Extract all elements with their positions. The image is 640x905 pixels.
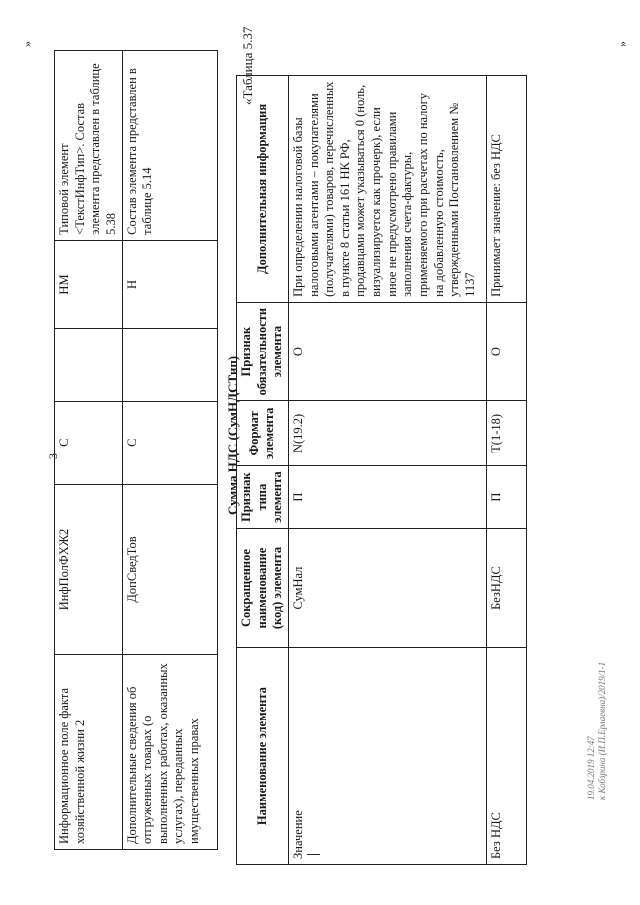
element-code-cell: БезНДС: [486, 528, 526, 647]
header-code: Сокращенное наименование (код) элемента: [237, 528, 289, 647]
element-name-cell: Без НДС: [486, 648, 526, 865]
header-type: Признак типа элемента: [237, 466, 289, 529]
header-required: Признак обязательности элемента: [237, 302, 289, 401]
table-header-row: [237, 76, 289, 865]
page-number: 3: [46, 453, 60, 459]
element-required-cell: НМ: [55, 240, 123, 328]
text-cursor-icon: [307, 854, 320, 855]
table-row: [288, 76, 486, 865]
closing-quote: »: [20, 41, 34, 47]
closing-quote: »: [615, 41, 629, 47]
sum-vat-table: [236, 75, 527, 865]
attributes-table-continued: [54, 50, 218, 850]
element-format-cell: T(1-18): [486, 401, 526, 466]
element-format-cell: N(19.2): [288, 401, 486, 466]
table-row: [55, 51, 123, 850]
element-type-cell: С: [55, 401, 123, 484]
element-code-cell: СумНал: [288, 528, 486, 647]
stamp-line: к Кобзрина (И.П.Ерлаевна)/2019/1-1: [597, 661, 608, 800]
stamp-line: 19.04.2019 12:47: [586, 736, 596, 800]
element-code-cell: ИнфПолФХЖ2: [55, 484, 123, 655]
element-name-cell: Дополнительные сведения об отгруженных товарах (о выполненных работах, оказанных услугах), переданных имущественных правах: [122, 655, 217, 850]
element-name-cell: Информационное поле факта хозяйственной жизни 2: [55, 655, 123, 850]
element-required-cell: О: [486, 302, 526, 401]
element-code-cell: ДопСведТов: [122, 484, 217, 655]
header-name: Наименование элемента: [237, 648, 289, 865]
element-format-cell: [122, 329, 217, 402]
element-info-cell: Типовой элемент <ТекстИнфТип>. Состав элемента представлен в таблице 5.38: [55, 51, 123, 241]
table-row: [486, 76, 526, 865]
element-required-cell: О: [288, 302, 486, 401]
document-stamp: [586, 662, 609, 800]
table-title: Сумма НДС (СумНДСТип): [225, 355, 240, 515]
element-info-cell: Принимает значение: без НДС: [486, 76, 526, 303]
element-name-text: Значение: [290, 810, 305, 859]
element-type-cell: П: [288, 466, 486, 529]
element-info-cell: При определении налоговой базы налоговыми агентами – покупателями (получателями) товаров, перечисленных в пункте 8 статьи 161 НК РФ, продавцами может указываться 0 (ноль, визуализируется как прочерк), если иное не предусмотрено правилами заполнения счета-фактуры, применяемого при расчетах по налогу на добавленную стоимость, утвержденными Постановлением № 1137: [288, 76, 486, 303]
element-info-cell: Состав элемента представлен в таблице 5.14: [122, 51, 217, 241]
element-type-cell: П: [486, 466, 526, 529]
header-info: Дополнительная информация: [237, 76, 289, 303]
table-row: [122, 51, 217, 850]
element-name-cell: [288, 648, 486, 865]
element-format-cell: [55, 329, 123, 402]
table-label: «Таблица 5.37: [240, 26, 255, 105]
header-format: Формат элемента: [237, 401, 289, 466]
element-required-cell: Н: [122, 240, 217, 328]
element-type-cell: С: [122, 401, 217, 484]
